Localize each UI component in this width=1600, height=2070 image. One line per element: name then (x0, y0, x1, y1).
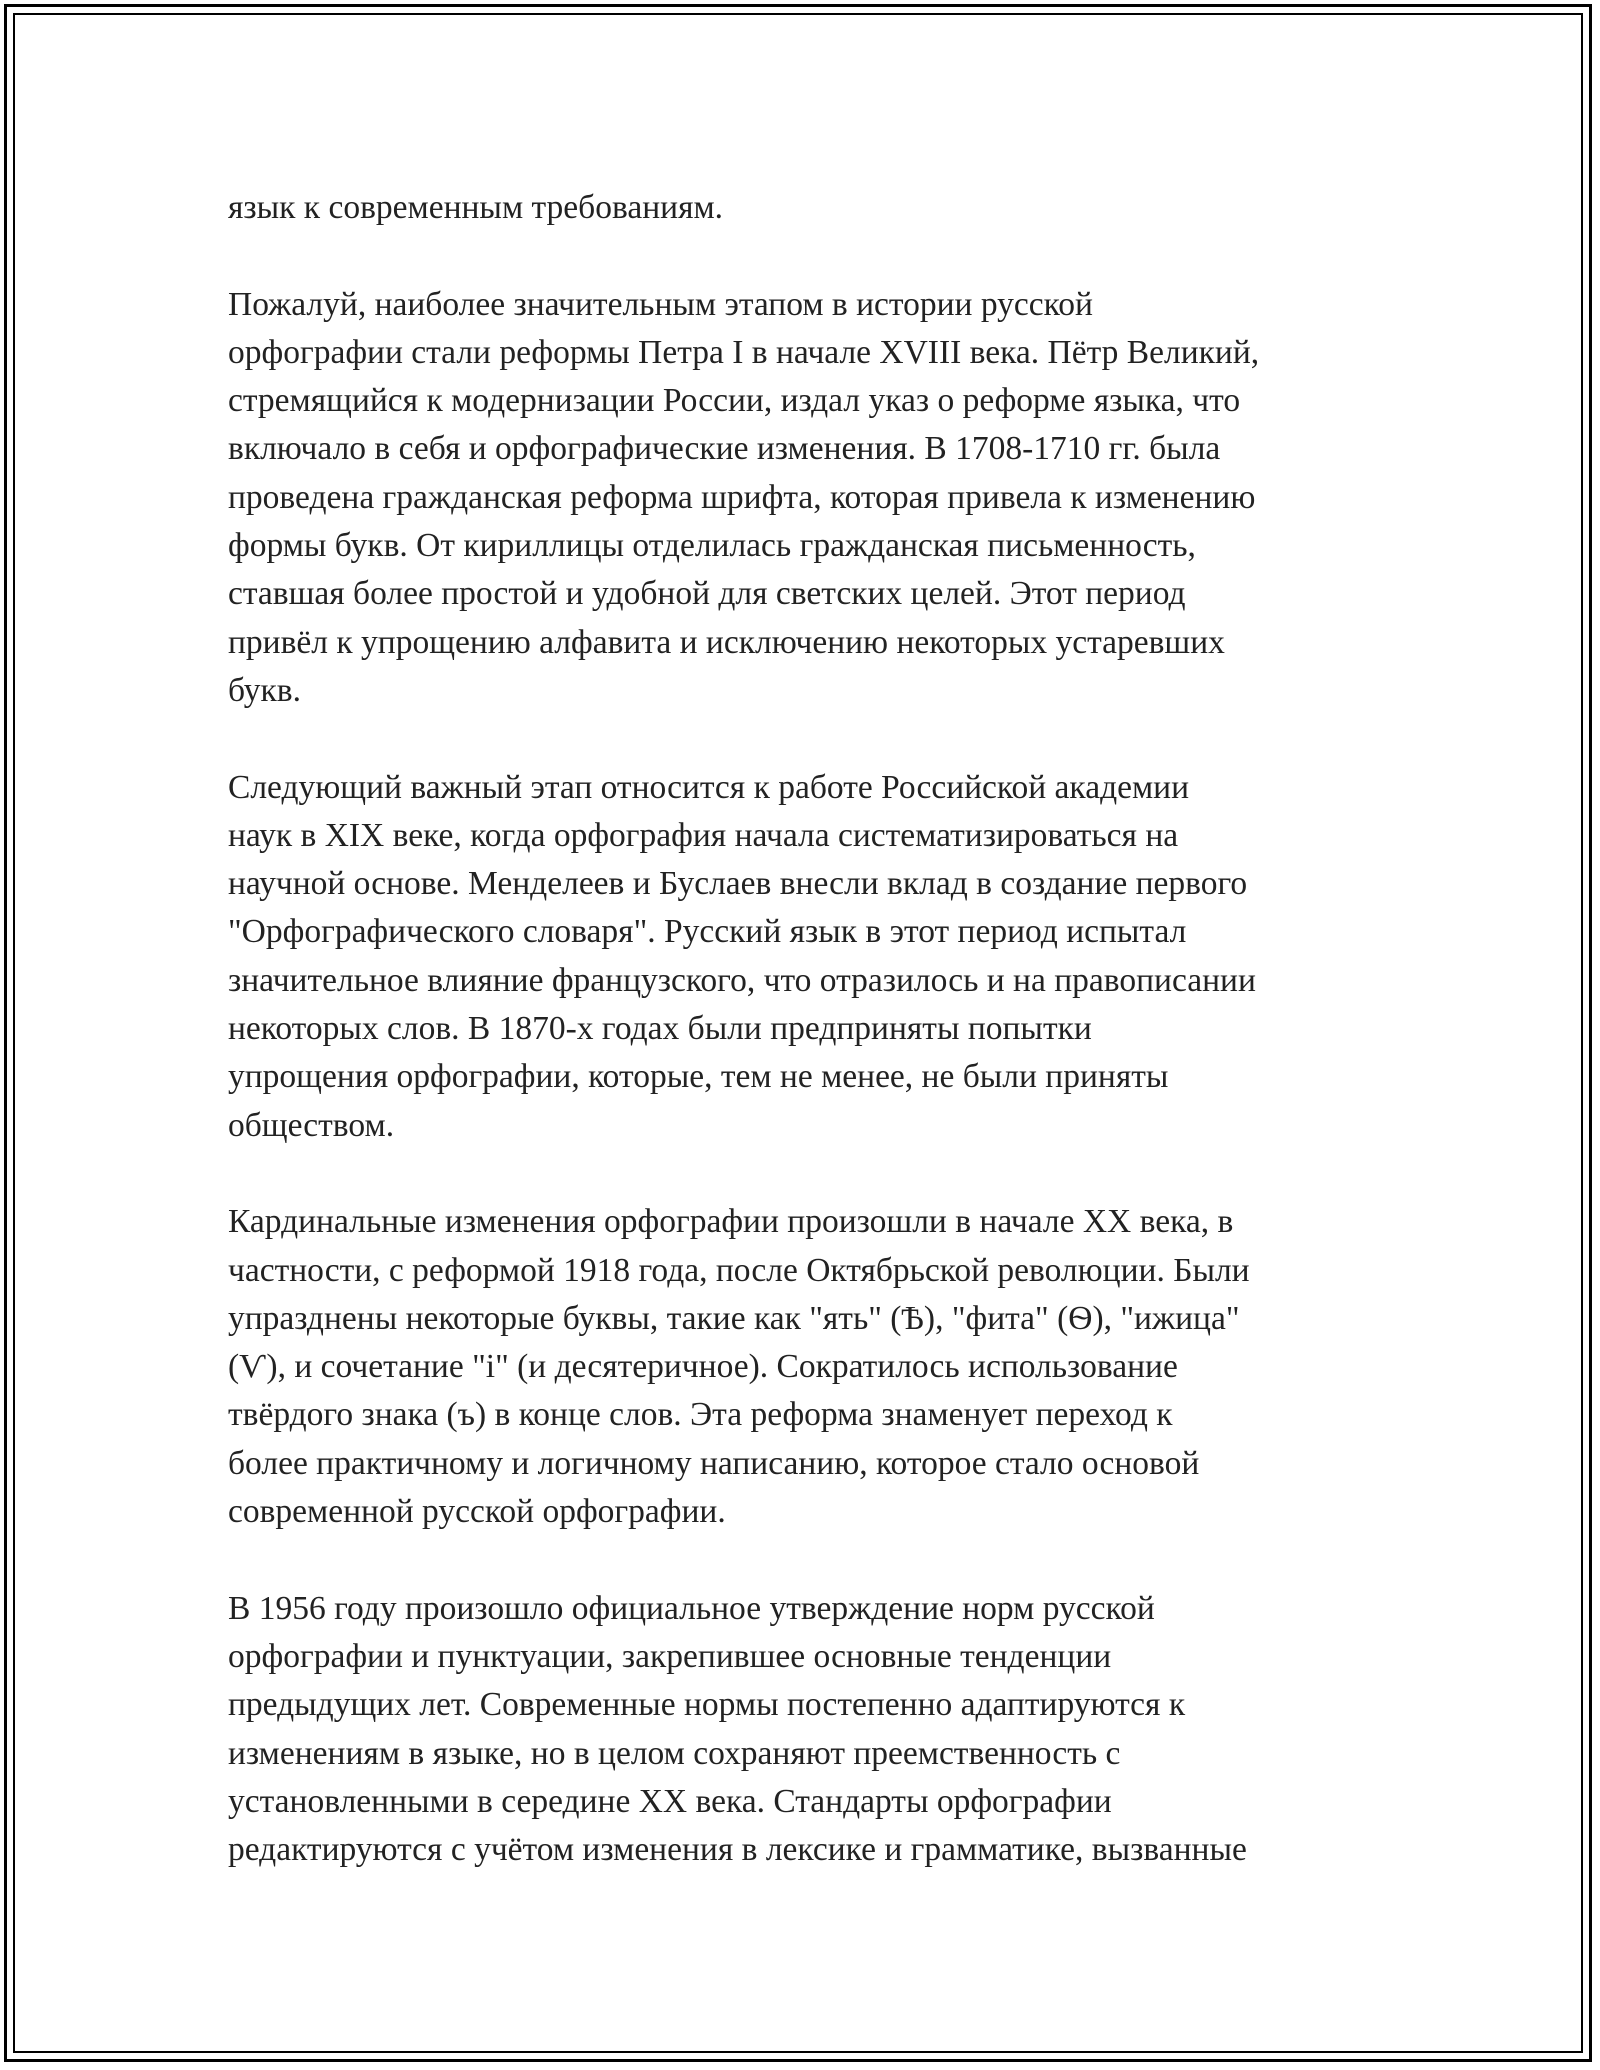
paragraph-4: Кардинальные изменения орфографии произошли в начале XX века, в частности, с реформой 1918 года, после Октябрьской революции. Были упразднены некоторые буквы, такие как "ять" (Ѣ), "фита" (Ѳ), "ижица" (Ѵ), и сочетание "і" (и десятеричное). Сократилось использование твёрдого знака (ъ) в конце слов. Эта реформа знаменует переход к более практичному и логичному написанию, которое стало основой современной русской орфографии. (228, 1203, 1250, 1531)
paragraph-1: язык к современным требованиям. (228, 189, 724, 226)
paragraph-5: В 1956 году произошло официальное утверждение норм русской орфографии и пунктуации, закрепившее основные тенденции предыдущих лет. Современные нормы постепенно адаптируются к изменениям в языке, но в целом сохраняют преемственность с установленными в середине XX века. Стандарты орфографии редактируются с учётом изменения в лексике и грамматике, вызванные (228, 1589, 1247, 1869)
paragraph-3: Следующий важный этап относится к работе Российской академии наук в XIX веке, когда орфография начала систематизироваться на научной основе. Менделеев и Буслаев внесли вклад в создание первого "Орфографического словаря". Русский язык в этот период испытал значительное влияние французского, что отразилось и на правописании некоторых слов. В 1870-х годах были предприняты попытки упрощения орфографии, которые, тем не менее, не были приняты обществом. (228, 768, 1256, 1144)
paragraph-2: Пожалуй, наиболее значительным этапом в истории русской орфографии стали реформы Петра I в начале XVIII века. Пётр Великий, стремящийся к модернизации России, издал указ о реформе языка, что включало в себя и орфографические изменения. В 1708-1710 гг. была проведена гражданская реформа шрифта, которая привела к изменению формы букв. От кириллицы отделилась гражданская письменность, ставшая более простой и удобной для светских целей. Этот период привёл к упрощению алфавита и исключению некоторых устаревших букв. (228, 285, 1260, 709)
document-body (228, 184, 1378, 1923)
